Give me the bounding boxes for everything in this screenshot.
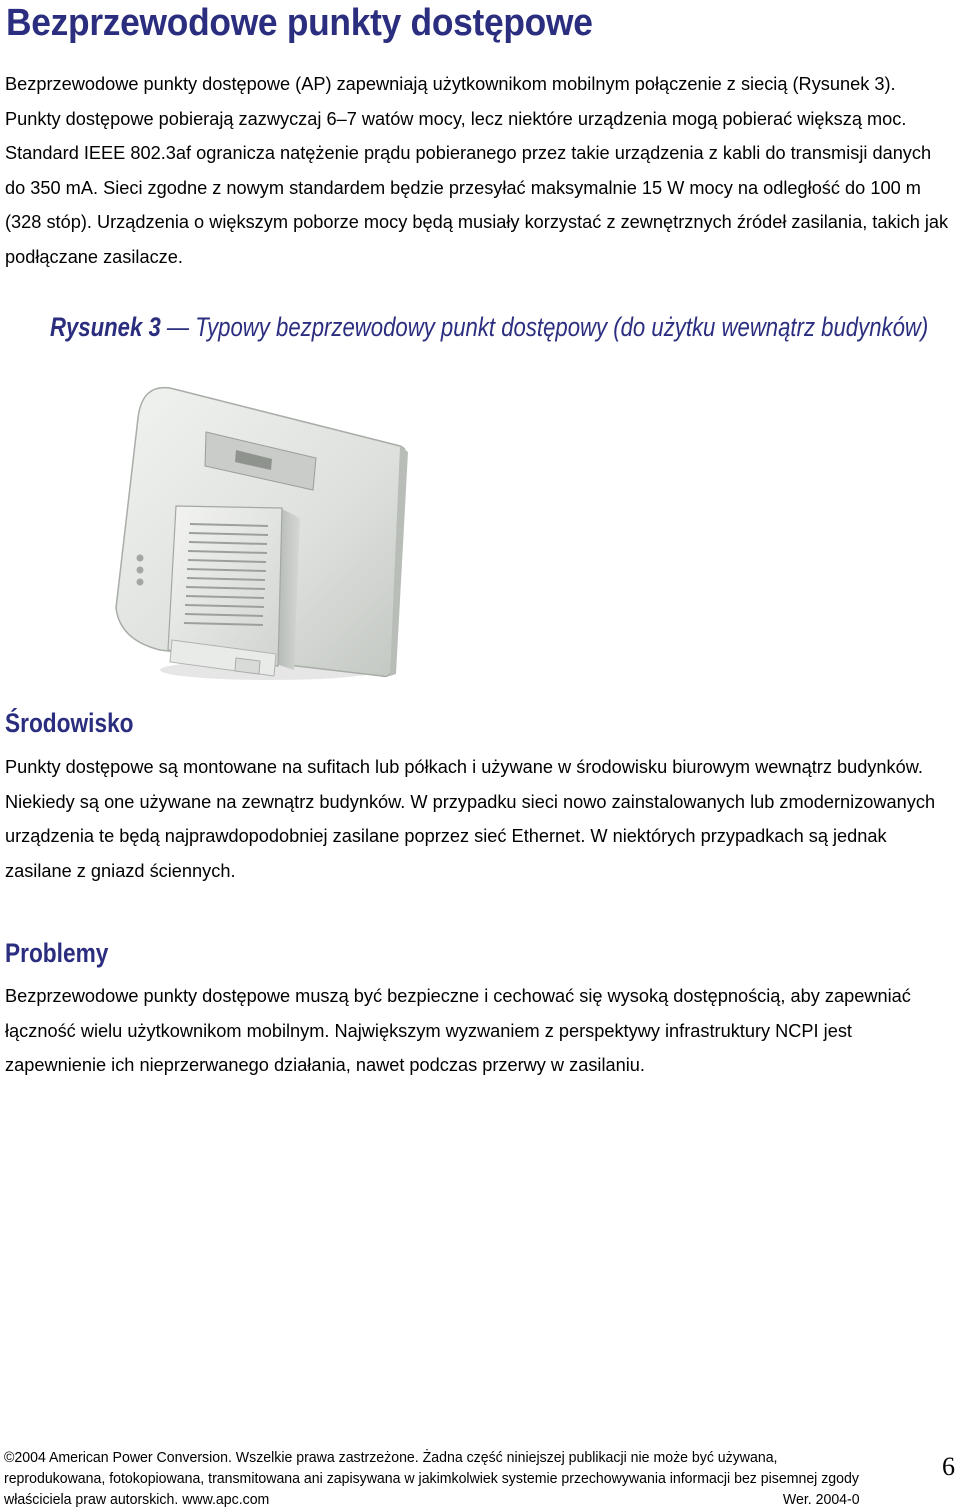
led-3	[137, 579, 144, 586]
led-1	[137, 555, 144, 562]
page-title: Bezprzewodowe punkty dostępowe	[6, 2, 593, 44]
page-number: 6	[942, 1452, 955, 1481]
led-2	[137, 567, 144, 574]
footer	[4, 1447, 860, 1510]
figure-separator: —	[166, 312, 190, 342]
figure-caption-text: Typowy bezprzewodowy punkt dostępowy (do użytku wewnątrz budynków)	[195, 312, 929, 342]
access-point-illustration	[110, 378, 420, 688]
figure-label: Rysunek 3	[50, 312, 161, 342]
section-text-environment: Punkty dostępowe są montowane na sufitach lub półkach i używane w środowisku biurowym wewnątrz budynków. Niekiedy są one używane na zewnątrz budynków. W przypadku sieci nowo zainstalowanych lub zmodernizowanych urządzenia te będą najprawdopodobniej zasilane poprzez sieć Ethernet. W niektórych przypadkach są jednak zasilane z gniazd ściennych.	[5, 757, 936, 881]
section-heading-problems: Problemy	[5, 938, 109, 968]
foot-tab	[235, 658, 260, 674]
footer-version: Wer. 2004-0	[782, 1491, 860, 1508]
section-text-problems: Bezprzewodowe punkty dostępowe muszą być bezpieczne i cechować się wysoką dostępnością, aby zapewniać łączność wielu użytkownikom mobilnym. Największym wyzwaniem z perspektywy infrastruktury NCPI jest zapewnienie ich nieprzerwanego działania, nawet podczas przerwy w zasilaniu.	[5, 986, 911, 1076]
section-heading-environment: Środowisko	[5, 708, 134, 738]
intro-paragraph: Bezprzewodowe punkty dostępowe (AP) zapewniają użytkownikom mobilnym połączenie z siecią (Rysunek 3). Punkty dostępowe pobierają zazwyczaj 6–7 watów mocy, lecz niektóre urządzenia mogą pobierać większą moc. Standard IEEE 802.3af ogranicza natężenie prądu pobieranego przez takie urządzenia z kabli do transmisji danych do 350 mA. Sieci zgodne z nowym standardem będzie przesyłać maksymalnie 15 W mocy na odległość do 100 m (328 stóp). Urządzenia o większym poborze mocy będą musiały korzystać z zewnętrznych źródeł zasilania, takich jak podłączane zasilacze.	[5, 74, 949, 267]
access-point-image	[110, 378, 420, 688]
figure-caption	[50, 312, 928, 343]
footer-copyright: ©2004 American Power Conversion. Wszelkie prawa zastrzeżone. Żadna część niniejszej publikacji nie może być używana, reprodukowana, fotokopiowana, transmitowana ani zapisywana w jakimkolwiek systemie przechowywania informacji bez pisemnej zgody właściciela praw autorskich. www.apc.com	[4, 1449, 859, 1508]
